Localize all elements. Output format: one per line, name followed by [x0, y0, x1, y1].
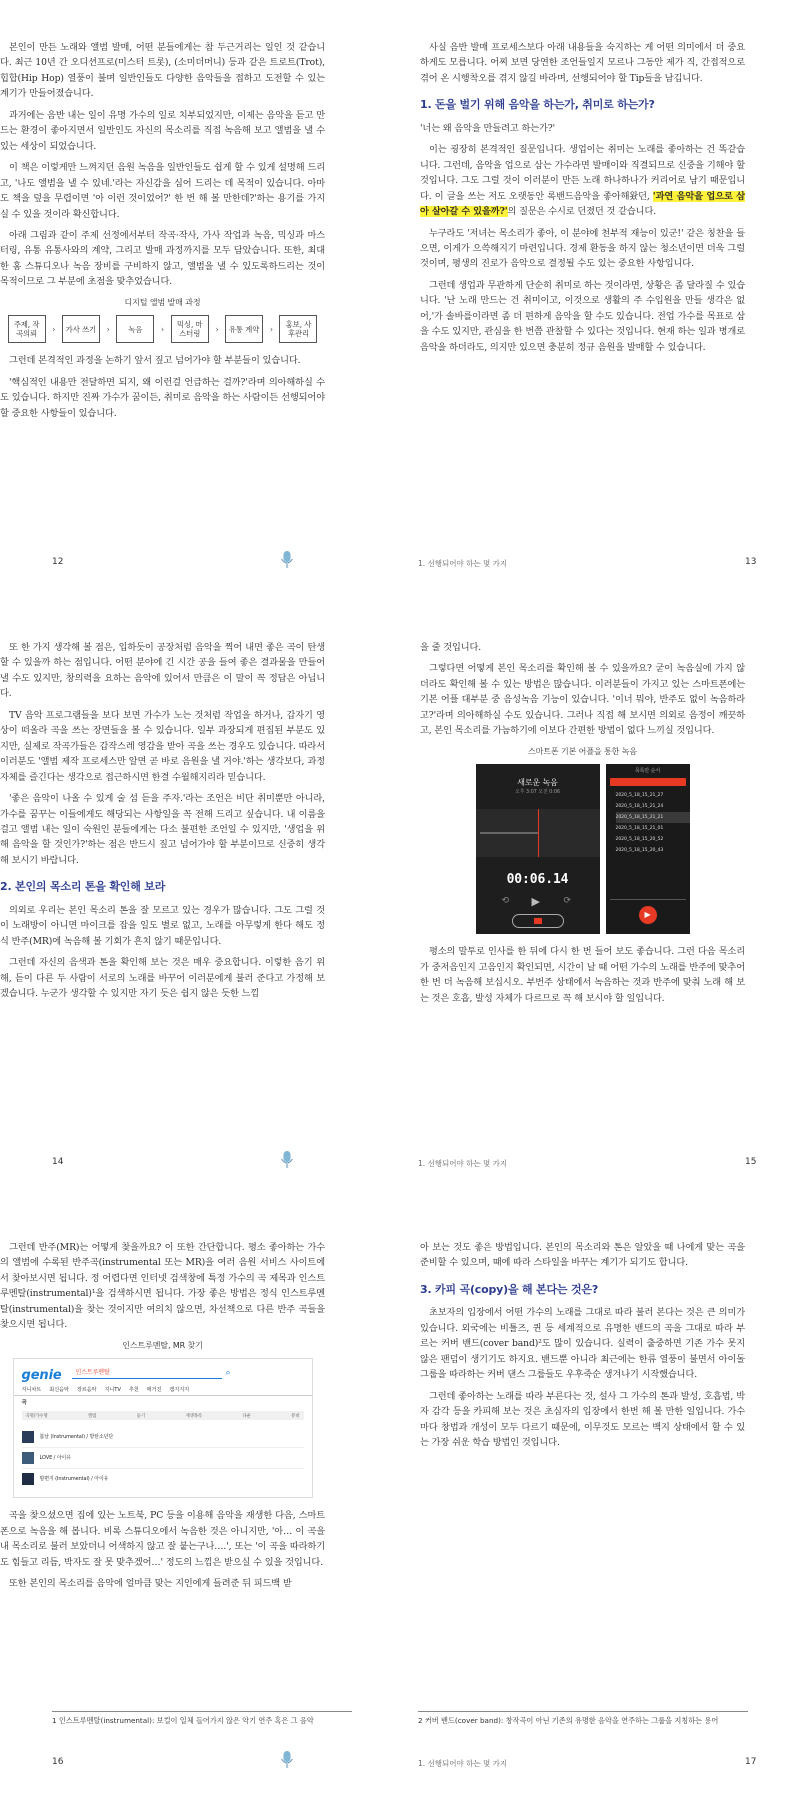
running-footer: 1. 선행되어야 하는 몇 가지 [418, 559, 508, 568]
play-button[interactable]: ▶ [639, 906, 657, 924]
song-title: 밤편지 (Instrumental) / 아이유 [39, 1476, 109, 1483]
section-heading: 1. 돈을 벌기 위해 음악을 하는가, 취미로 하는가? [420, 98, 655, 112]
playhead [538, 809, 539, 857]
nav-item[interactable]: 최신음악 [49, 1387, 69, 1394]
page-number: 13 [745, 557, 757, 567]
paragraph: 그런데 본격적인 과정을 논하기 앞서 짚고 넘어가야 할 부분들이 있습니다. [9, 355, 301, 367]
running-footer: 1. 선행되어야 하는 몇 가지 [418, 1159, 508, 1168]
flow-step: 유통 계약 [225, 315, 263, 343]
progress-track [610, 899, 686, 900]
column-header: 곡명/가수명 [25, 1414, 48, 1420]
recording-list [606, 790, 690, 856]
list-item[interactable]: 2020_5_18_15_21_21 [616, 812, 690, 823]
paragraph: 초보자의 입장에서 어떤 가수의 노래를 그대로 따라 불러 본다는 것은 큰 의미가 있습니다. 외국에는 비틀즈, 퀸 등 세계적으로 유명한 밴드의 곡을 그대로 따라 부르는 커버 밴드(cover band)²도 많이 있습니다. 실력이 출중하면 기존 가수 못지 않은 팬덤이 생기기도 하지요. 밴드뿐 아니라 최근에는 한류 열풍이 불면서 아이돌 그룹을 따라하는 커버 댄스 그룹들도 우후죽순 생겨나기 시작했습니다. [420, 1307, 746, 1381]
list-item[interactable]: 2020_5_18_15_20_43 [615, 848, 664, 854]
nav-item[interactable]: 지니TV [104, 1387, 121, 1394]
page-number: 12 [52, 557, 64, 567]
flow-step: 주제, 작곡의뢰 [8, 315, 46, 343]
arrow-right-icon: › [269, 324, 273, 334]
pause-icon [534, 918, 542, 924]
flow-step: 가사 쓰기 [62, 315, 100, 343]
paragraph: 평소의 말투로 인사를 한 뒤에 다시 한 번 들어 보도 좋습니다. 그런 다음 목소리가 중저음인지 고음인지 확인되면, 시간이 날 때 어떤 가수의 노래를 반주에 맞추어 한 번 더 녹음해 보십시오. 부번주 상태에서 녹음하는 것과 반주에 맞춰 노래 해 보는 것은 호흡, 발성 자체가 다르므로 꼭 해 보시야 할 일입니다. [420, 946, 745, 1004]
footnote-rule [418, 1711, 748, 1712]
section-heading: 2. 본인의 목소리 톤을 확인해 보라 [0, 880, 166, 894]
genie-music-screenshot [13, 1358, 313, 1498]
tab-bar[interactable] [610, 778, 686, 786]
page-number: 15 [745, 1157, 757, 1167]
paragraph: 을 줄 것입니다. [420, 642, 482, 653]
paragraph: 또 한 가지 생각해 볼 점은, 입하듯이 공장처럼 음악을 찍어 내면 좋은 곡이 탄생할 수 있을까 하는 점입니다. 어떤 분야에 긴 시간 공을 들여 좋은 결과물을 만들어 낼 수도 있지만, 창의력을 요하는 음악에 있어서 만큼은 이 말이 꼭 정답은 아닙니다. [0, 642, 325, 700]
paragraph: 그런데 생업과 무관하게 단순히 취미로 하는 것이라면, 상황은 좀 달라질 수 있습니다. '난 노래 만드는 건 취미이고, 이것으로 생활의 주 수입원을 만들 생각은 없어,'가 솔바를이라면 좀 더 편하게 음악을 할 수도 있습니다. 전업 가수를 목표로 삼을 수도 있지만, 관심을 한 번쯤 관찰할 수 있다는 것입니다. 현재 하는 일과 병개로 음악을 하더라도, 의지만 있으면 충분히 정규 음원을 발매할 수 있습니다. [420, 279, 745, 353]
genie-logo: genie [21, 1368, 62, 1384]
microphone-icon [280, 1150, 294, 1170]
arrow-right-icon: › [106, 324, 110, 334]
result-list [22, 1427, 304, 1489]
nav-item[interactable]: 지니차트 [21, 1387, 42, 1394]
arrow-right-icon: › [215, 324, 219, 334]
page-number: 17 [745, 1757, 757, 1767]
running-footer: 1. 선행되어야 하는 몇 가지 [418, 1759, 508, 1768]
nav-item[interactable]: 장르음악 [76, 1387, 97, 1394]
highlighted-text: '과연 음악을 업으로 삼아 살아갈 수 있을까?' [420, 190, 745, 218]
column-header: 앨범 [88, 1414, 97, 1420]
nav-item[interactable]: 매거진 [146, 1387, 162, 1394]
paragraph: 아 보는 것도 좋은 방법입니다. 본인의 목소리와 톤은 알았을 때 나에게 맞는 곡을 준비할 수 있으며, 때에 따라 스타일을 바꾸는 계기가 되기도 합니다. [420, 1242, 745, 1269]
elapsed-time: 00:06.14 [506, 872, 569, 888]
paragraph: 과거에는 음반 내는 일이 유명 가수의 일로 치부되었지만, 이제는 음악을 듣고 만드는 환경이 좋아지면서 일반인도 자신의 목소리를 직접 녹음해 보고 앨범을 낼 수 있는 세상이 되었습니다. [0, 109, 325, 152]
page-14-body [0, 640, 325, 1008]
genie-nav [22, 1386, 190, 1395]
waveform [476, 809, 600, 857]
song-title: 봄날 (Instrumental) / 방탄소년단 [39, 1434, 114, 1441]
paragraph: 사실 음반 발매 프로세스보다 아래 내용들을 숙지하는 게 어떤 의미에서 더 중요하게도 모릅니다. 어찌 보면 당연한 조언들일지 모르나 그동안 제가 직, 간접적으로 겪어 온 시행착오를 겪지 않길 바라며, 선행되어야 할 Tip들을 남깁니다. [420, 42, 745, 84]
arrow-right-icon: › [160, 324, 165, 334]
page-number: 14 [52, 1157, 64, 1167]
result-tab[interactable]: 곡 [21, 1400, 27, 1407]
nav-item[interactable]: 캠지지지 [169, 1387, 190, 1394]
table-row[interactable] [22, 1469, 304, 1489]
paragraph: 누구라도 '저녀는 목소리가 좋아, 이 분야에 천부적 재능이 있군!' 같은 칭찬을 들으면, 이게가 으쓱해지기 마련입니다. 경제 환동을 하지 않는 청소년이면 더욱 그럴 것이며, 평생의 진로가 음악으로 결정될 수도 있는 중요한 사항입니다. [420, 227, 745, 270]
flow-step: 홍보, 사후관리 [279, 315, 317, 343]
question-quote: '너는 왜 음악을 만들려고 하는가?' [420, 122, 556, 134]
section-heading: 3. 카피 곡(copy)을 해 본다는 것은? [420, 1282, 598, 1296]
text-run: 이는 굉장히 본격적인 질문입니다. 생업이는 취미는 노래를 좋아하는 건 똑같습니다. 그런데, 음악을 업으로 삼는 가수라면 발매이와 직결되므로 신중을 기해야 할 것입니다. 그도 그럴 것이 이러분이 만든 노래 하나하나가 커리어로 남기 때문입니다. 이 글을 쓰는 저도 오랫동안 록밴드음악을 좋아해왔던, [420, 144, 745, 202]
pause-button[interactable] [512, 914, 564, 928]
column-header: 듣기 [136, 1414, 146, 1420]
recording-title: 새로운 녹음 [517, 778, 558, 788]
paragraph: 본인이 만든 노래와 앨범 발매, 어떤 분들에게는 참 두근거리는 일인 것 같습니다. 최근 10년 간 오디션프로(미스터 트롯), (소미더머니) 등과 같은 트로트(Trot), 힙합(Hip Hop) 열풍이 불며 일반인들도 다양한 음악들을 접하고 도전할 수 있는 계기가 만들어졌습니다. [0, 42, 325, 100]
footnote: 1 인스트루멘탈(instrumental): 보컬이 일체 들어가지 않은 악기 연주 혹은 그 음악 [52, 1716, 314, 1725]
figure-caption: 스마트폰 기본 어플을 통한 녹음 [528, 746, 637, 756]
column-header: 다운 [242, 1414, 251, 1420]
paragraph [420, 142, 745, 219]
page-number: 16 [52, 1757, 64, 1767]
list-item[interactable]: 2020_5_18_15_21_27 [615, 793, 664, 799]
list-item[interactable]: 2020_5_18_15_21_01 [615, 826, 664, 832]
paragraph: TV 음악 프로그램들을 보다 보면 가수가 노는 것처럼 작업을 하거나, 갑자기 영상이 떠올라 곡을 쓰는 장면들을 볼 수 있습니다. 일부 과장되게 편집된 부분도 있지만, 실제로 작곡가들은 갑작스레 영감을 받아 곡을 쓰는 경우도 있습니다. 따라서 이러분도 '앨범 제작 프로세스만 알면 곧 바로 음원을 낼 거야.'하는 생각보다, 과정 자체를 즐긴다는 생각으로 접근하시면 한결 수월해지리라 믿습니다. [0, 709, 325, 783]
forward-icon[interactable]: ⟳ [563, 896, 571, 907]
search-icon[interactable]: ⌕ [225, 1368, 231, 1379]
paragraph: 그렇다면 어떻게 본인 목소리를 확인해 볼 수 있을까요? 굳이 녹음실에 가지 않더라도 확인해 볼 수 있는 방법은 많습니다. 이러분들이 가지고 있는 스마트폰에는 기본 어플 대부분 중 음성녹음 기능이 있습니다. '이너 뭐야, 반주도 없이 녹음하라고?'라며 의아해하실 수도 있습니다. 그러나 직접 해 보시면 의외로 음정이 깨끗하고, 본인 목소리를 가늠하기에 이보다 간편한 방법이 없다 느끼실 것입니다. [420, 663, 745, 737]
microphone-icon [280, 550, 294, 570]
album-process-flow [8, 315, 318, 343]
page-16-body [0, 1240, 325, 1597]
page-13-body [420, 40, 745, 361]
figure-caption: 디지털 앨범 발매 과정 [124, 297, 201, 307]
play-icon[interactable]: ▶ [531, 895, 540, 909]
footnote-rule [52, 1711, 352, 1712]
recording-date: 오후 3:07 오전 0:06 [514, 789, 561, 796]
album-thumbnail [22, 1473, 34, 1485]
album-thumbnail [22, 1452, 34, 1464]
page-15-body [420, 640, 745, 1012]
paragraph: 곡을 찾으셨으면 집에 있는 노트북, PC 등을 이용해 음악을 재생한 다음, 스마트폰으로 녹음을 해 봅니다. 비록 스튜디오에서 녹음한 것은 아니지만, '아… 이 곡을 내 목소리로 불러 보았더니 어색하지 않고 잘 붙는구나….', 또는 '이 곡을 따라하기도 힘들고 리듬, 박자도 잘 못 맞추겠어…' 정도의 느낌은 받으실 수 있을 것입니다. [0, 1510, 325, 1568]
album-thumbnail [22, 1431, 34, 1443]
paragraph: 또한 본인의 목소리를 음악에 얼마큼 맞는 지인에게 들려준 뒤 피드백 받 [9, 1577, 292, 1589]
paragraph: 그런데 자신의 음색과 톤을 확인해 보는 것은 매우 중요합니다. 이렇한 음기 위해, 듣이 다른 두 사람이 서로의 노래를 바꾸어 이러분에게 불러 준다고 가정해 보겠습니다. 누군가 생각할 수 있지만 자기 듯은 쉽지 않은 듯한 느낌 [0, 957, 325, 1000]
list-item[interactable]: 2020_5_18_15_20_52 [615, 837, 664, 843]
paragraph: 이 책은 이렇게만 느껴지던 음원 녹음을 일반인들도 쉽게 할 수 있게 설명해 드리고, '나도 앨범을 낼 수 있네.'라는 자신감을 심어 드리는 데 목적이 있습니다. 아마도 책을 덮을 무렵이면 '아 이런 것이었어?' 한 번 해 볼 만한데?'하는 용기를 가지실 수 있을 것이라 확신합니다. [0, 162, 325, 220]
page-12-body [0, 40, 325, 427]
nav-item[interactable]: 추천 [128, 1387, 139, 1394]
paragraph: '핵심적인 내용만 전달하면 되지, 왜 이런걸 언급하는 걸까?'라며 의아해하실 수도 있습니다. 하지만 진짜 가수가 꿈이든, 취미로 음악을 하는 사람이든 선행되어야 할 중요한 사항들이 있습니다. [0, 376, 325, 419]
divider [14, 1395, 312, 1396]
paragraph: 의외로 우리는 본인 목소리 톤을 잘 모르고 있는 경우가 많습니다. 그도 그럴 것이 노래방이 아니면 마이크를 잡을 일도 별로 없고, 노래를 아무렇게 한다 해도 정식 반주(MR)에 녹음해 볼 기회가 흔치 않기 때문입니다. [0, 904, 325, 947]
flow-step: 믹싱, 마스터링 [171, 315, 209, 343]
song-title: LOVE / 아이유 [39, 1455, 71, 1462]
arrow-right-icon: › [52, 324, 56, 334]
microphone-icon [280, 1750, 294, 1770]
flow-step: 녹음 [116, 315, 154, 343]
list-header: 목록만 순서 [634, 768, 661, 775]
voice-recorder-screen [476, 764, 600, 934]
column-header: 재생목록 [185, 1414, 203, 1420]
rewind-icon[interactable]: ⟲ [501, 896, 509, 907]
search-input[interactable]: 인스트루멘탈 [72, 1367, 222, 1379]
table-row[interactable] [22, 1448, 304, 1469]
text-run: 의 질문은 수시로 던졌던 것 같습니다. [507, 206, 657, 218]
recording-list-screen [606, 764, 690, 934]
table-header [22, 1411, 304, 1420]
waveform-line [480, 832, 538, 834]
table-row[interactable] [22, 1427, 304, 1448]
phone-screenshots [420, 764, 745, 934]
paragraph: 그런데 좋아하는 노래를 따라 부른다는 것, 설사 그 가수의 톤과 발성, 호흡법, 박자 감각 등을 카피해 보는 것은 초심자의 입장에서 한번 해 볼 만한 일입니다. 가수마다 창법과 개성이 모두 다르기 때문에, 이무것도 모르는 백지 상태에서 할 수 있는 가장 쉬운 학습 방법인 것입니다. [420, 1390, 745, 1448]
footnote: 2 커버 밴드(cover band): 창작곡이 아닌 기존의 유명한 음악을 연주하는 그룹을 지칭하는 용어 [418, 1716, 719, 1725]
paragraph: 아래 그림과 같이 주제 선정에서부터 작곡·작사, 가사 작업과 녹음, 믹싱과 마스터링, 유통 유통사와의 계약, 그리고 발매 과정까지를 모두 담았습니다. 또한, 최대한 홈 스튜디오나 녹음 장비를 구비하지 않고, 앨범을 낼 수 있도록하드리는 것이 목적이므로 그 부분에 초점을 맞추었습니다. [0, 229, 325, 288]
column-header: 뮤비 [291, 1414, 300, 1420]
figure-caption: 인스트루멘탈, MR 찾기 [122, 1340, 203, 1350]
paragraph: '좋은 음악이 나올 수 있게 술 섬 듣을 주자.'라는 조언은 비단 취미뿐만 아니라, 가수를 꿈꾸는 이들에게도 해당되는 사항일을 꼭 전해 드리고 싶습니다. 내 이름을 걸고 앨범 내는 일이 숙원인 분들에게는 다소 불편한 조언일 수 있지만, '생업을 위해 음악을 할 것인가?'하는 점은 반드시 짚고 넘어가야 할 부분이므로 신중히 생각해 보시기 바랍니다. [0, 793, 325, 866]
list-item[interactable]: 2020_5_18_15_21_24 [615, 804, 664, 810]
paragraph: 그런데 반주(MR)는 어떻게 찾을까요? 이 또한 간단합니다. 평소 좋아하는 가수의 앨범에 수록된 반주곡(instrumental 또는 MR)을 여러 음원 서비스 사이트에서 찾아보시면 됩니다. 정 어렵다면 인터넷 검색창에 특정 가수의 곡 제목과 인스트루멘탈(instrumental)¹을 검색하시면 됩니다. 가장 좋은 방법은 정식 인스트루멘탈(instrumental)을 찾는 것이지만 여의치 않으면, 차선책으로 다른 반주 곡들을 찾으시면 됩니다. [0, 1242, 325, 1331]
page-17-body [420, 1240, 745, 1456]
